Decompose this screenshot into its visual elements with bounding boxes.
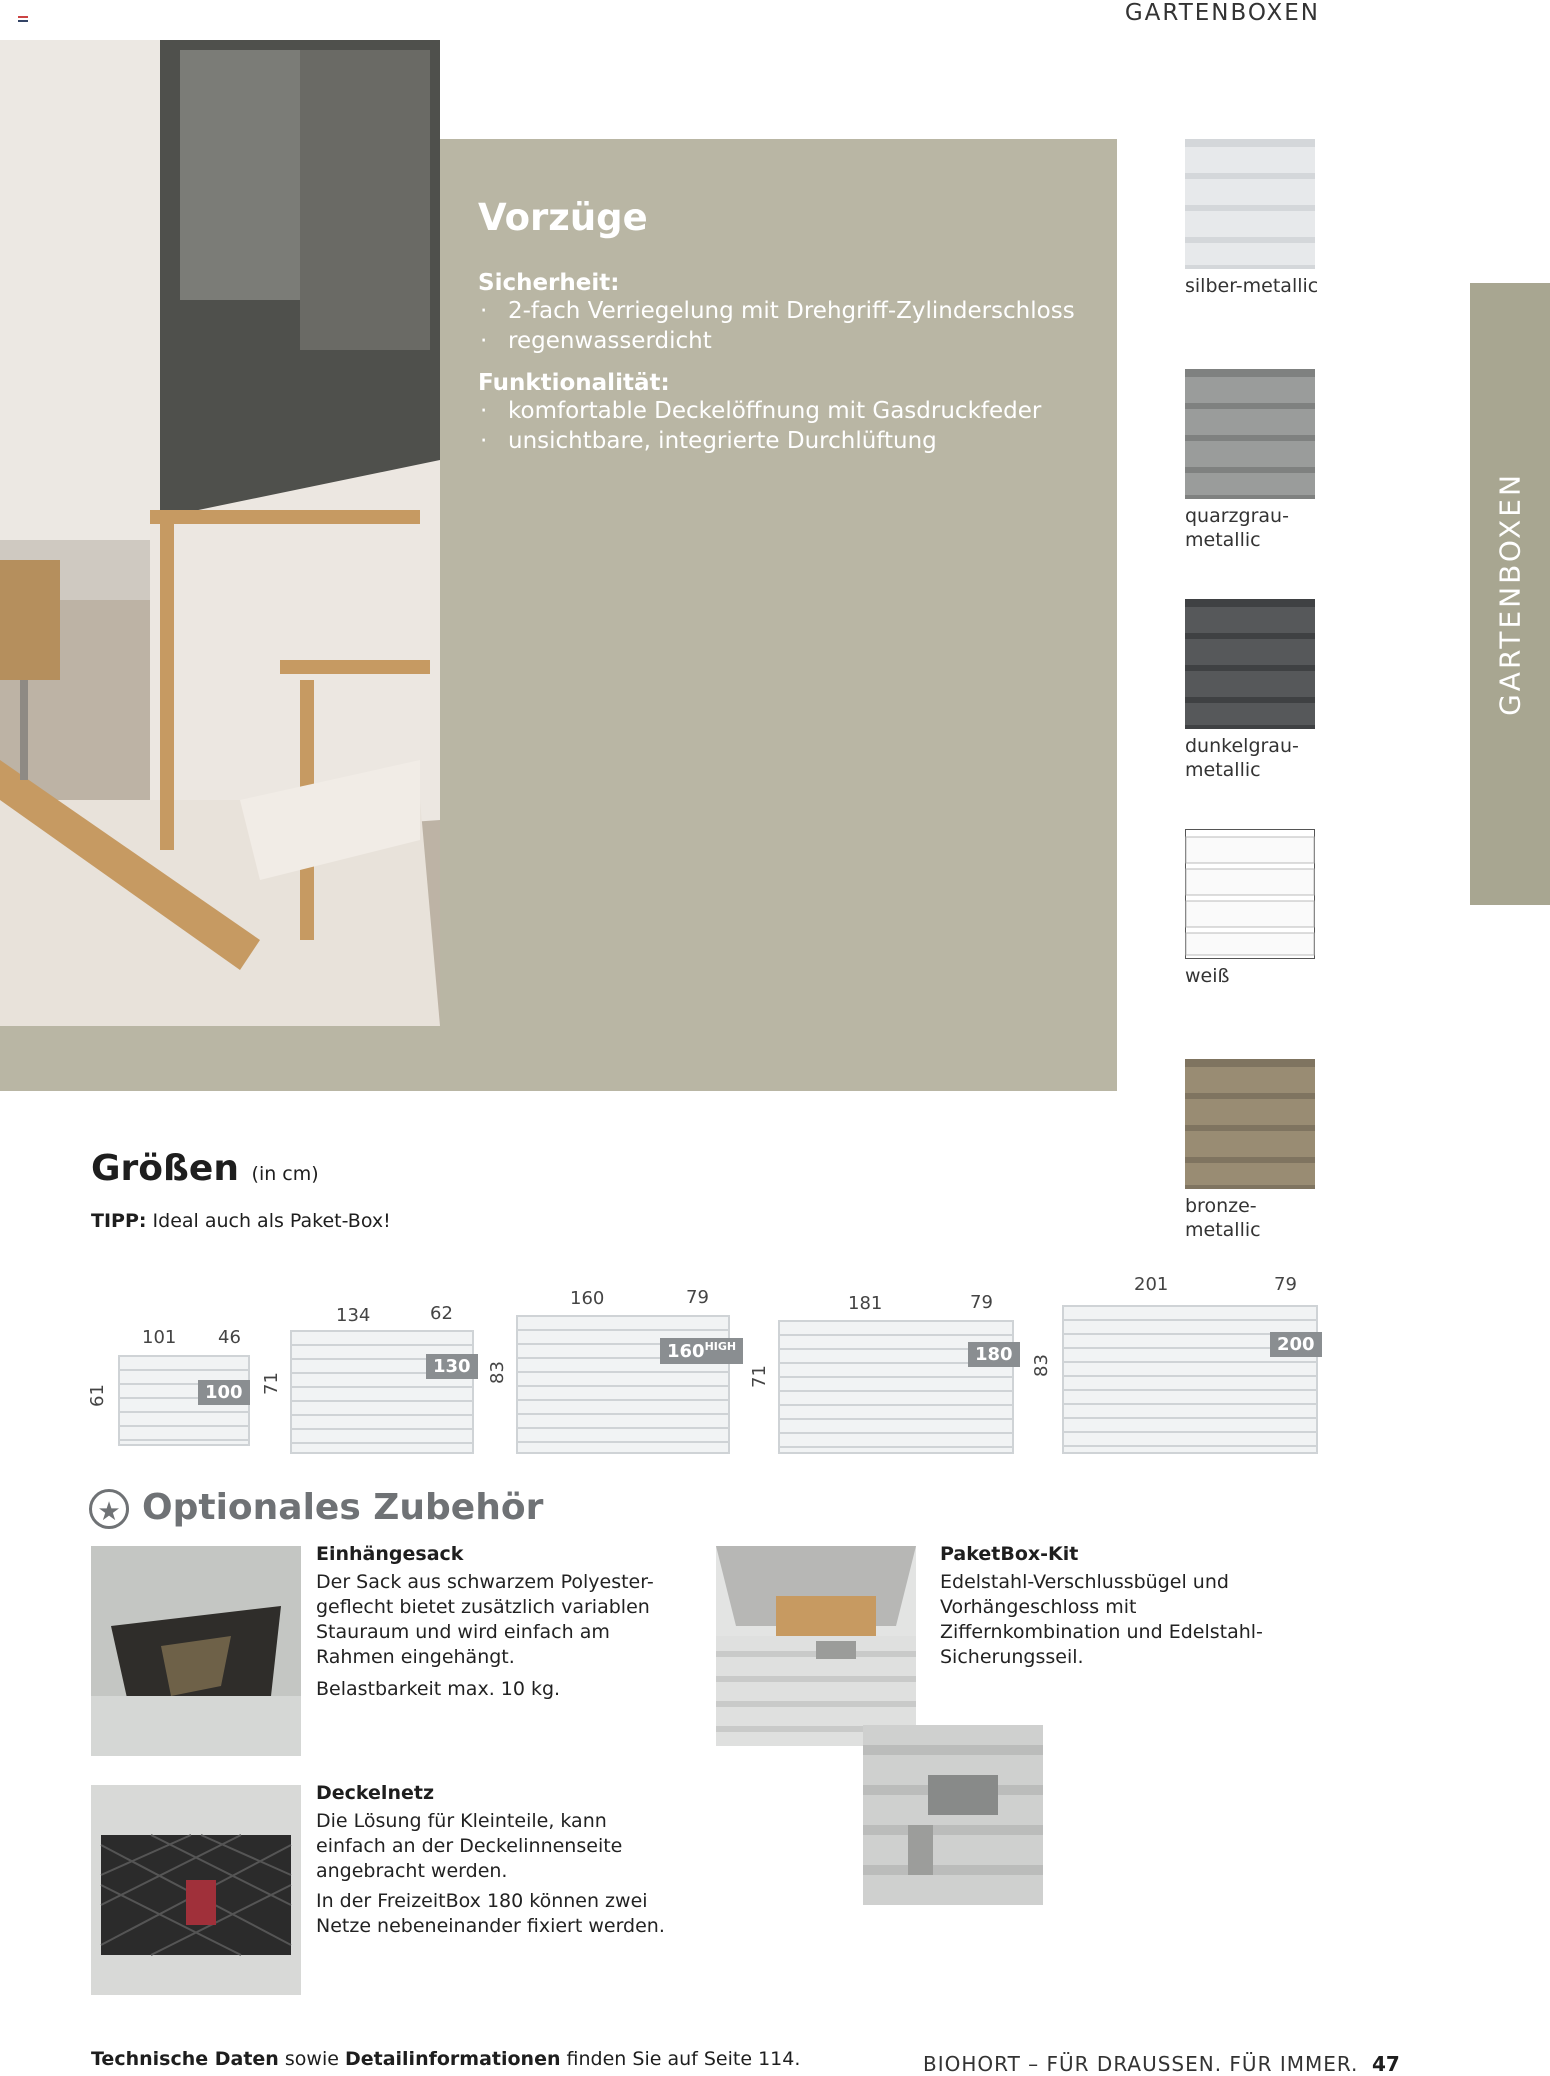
paketbox-title: PaketBox-Kit	[940, 1543, 1079, 1565]
accessories-title: Optionales Zubehör	[142, 1487, 544, 1528]
swatch-bronze	[1185, 1059, 1315, 1189]
dim-depth: 79	[686, 1287, 709, 1308]
deckelnetz-photo	[91, 1785, 301, 1995]
swatch-label: quarzgrau-metallic	[1185, 505, 1289, 551]
vorzuege-item: · regenwasserdicht	[478, 326, 1078, 356]
dim-height: 71	[748, 1365, 770, 1388]
dim-width: 160	[570, 1288, 605, 1309]
vorzuege-heading: Funktionalität:	[478, 370, 670, 396]
box-180-illustration	[778, 1320, 1014, 1454]
dim-height: 61	[86, 1384, 108, 1407]
einhaengesack-text: Der Sack aus schwarzem Polyester-geflecht bietet zusätzlich variablen Stauraum und wird einfach am Rahmen eingehängt.	[316, 1571, 654, 1668]
size-badge: 130	[426, 1354, 478, 1379]
sizes-title: Größen (in cm)	[91, 1148, 319, 1189]
menu-icon[interactable]	[18, 16, 28, 24]
tip	[91, 1210, 391, 1232]
dim-depth: 46	[218, 1327, 241, 1348]
dim-depth: 79	[1274, 1274, 1297, 1295]
side-tab[interactable]	[1470, 283, 1550, 905]
deckelnetz-text-2: In der FreizeitBox 180 können zwei Netze nebeneinander fixiert werden.	[316, 1890, 665, 1937]
paketbox-lock-photo	[863, 1725, 1043, 1905]
swatch-label: weiß	[1185, 965, 1230, 987]
dim-width: 134	[336, 1305, 371, 1326]
swatch-quarzgrau	[1185, 369, 1315, 499]
sizes-unit: (in cm)	[251, 1163, 319, 1185]
deckelnetz-title: Deckelnetz	[316, 1782, 434, 1804]
tip-text: Ideal auch als Paket-Box!	[152, 1210, 391, 1232]
box-130-illustration	[290, 1330, 474, 1454]
swatch-label: dunkelgrau-metallic	[1185, 735, 1299, 781]
section-title: GARTENBOXEN	[1124, 0, 1320, 26]
vorzuege-title: Vorzüge	[478, 196, 648, 239]
dim-width: 101	[142, 1327, 177, 1348]
size-badge: 100	[198, 1380, 250, 1405]
swatch-label: bronze-metallic	[1185, 1195, 1261, 1241]
vorzuege-item: · 2-fach Verriegelung mit Drehgriff-Zylinderschloss	[478, 296, 1078, 326]
star-icon: ★	[89, 1489, 129, 1529]
swatch-dunkelgrau	[1185, 599, 1315, 729]
vorzuege-item: · unsichtbare, integrierte Durchlüftung	[478, 426, 1078, 456]
einhaengesack-title: Einhängesack	[316, 1543, 464, 1565]
side-tab-label: GARTENBOXEN	[1493, 472, 1527, 716]
einhaengesack-photo	[91, 1546, 301, 1756]
box-160-illustration	[516, 1315, 730, 1454]
tech-data-note: Technische Daten sowie Detailinformationen finden Sie auf Seite 114.	[91, 2048, 801, 2070]
size-badge: 180	[968, 1342, 1020, 1367]
dim-height: 83	[1030, 1354, 1052, 1377]
box-200-illustration	[1062, 1305, 1318, 1454]
size-badge: $160^{HIGH}$	[660, 1338, 743, 1364]
dim-width: 201	[1134, 1274, 1169, 1295]
swatch-silber	[1185, 139, 1315, 269]
swatch-weiss	[1185, 829, 1315, 959]
vorzuege-item: · komfortable Deckelöffnung mit Gasdruckfeder	[478, 396, 1078, 426]
swatch-label: silber-metallic	[1185, 275, 1319, 297]
tip-label: TIPP:	[91, 1210, 147, 1232]
dim-height: 71	[260, 1372, 282, 1395]
paketbox-text: Edelstahl-Verschlussbügel und Vorhängeschloss mit Ziffernkombination und Edelstahl-Sicherungsseil.	[940, 1571, 1263, 1668]
page-number: 47	[1372, 2052, 1400, 2076]
dim-width: 181	[848, 1293, 883, 1314]
dim-depth: 62	[430, 1303, 453, 1324]
brand-slogan: BIOHORT – FÜR DRAUSSEN. FÜR IMMER.	[923, 2052, 1359, 2076]
hero-photo	[0, 40, 440, 1026]
dim-height: 83	[486, 1361, 508, 1384]
einhaengesack-load: Belastbarkeit max. 10 kg.	[316, 1678, 561, 1700]
deckelnetz-text: Die Lösung für Kleinteile, kann einfach an der Deckelinnenseite angebracht werden.	[316, 1810, 623, 1882]
dim-depth: 79	[970, 1292, 993, 1313]
paketbox-photo	[716, 1546, 916, 1746]
vorzuege-list	[478, 270, 1078, 456]
vorzuege-heading: Sicherheit:	[478, 270, 620, 296]
size-badge: 200	[1270, 1332, 1322, 1357]
